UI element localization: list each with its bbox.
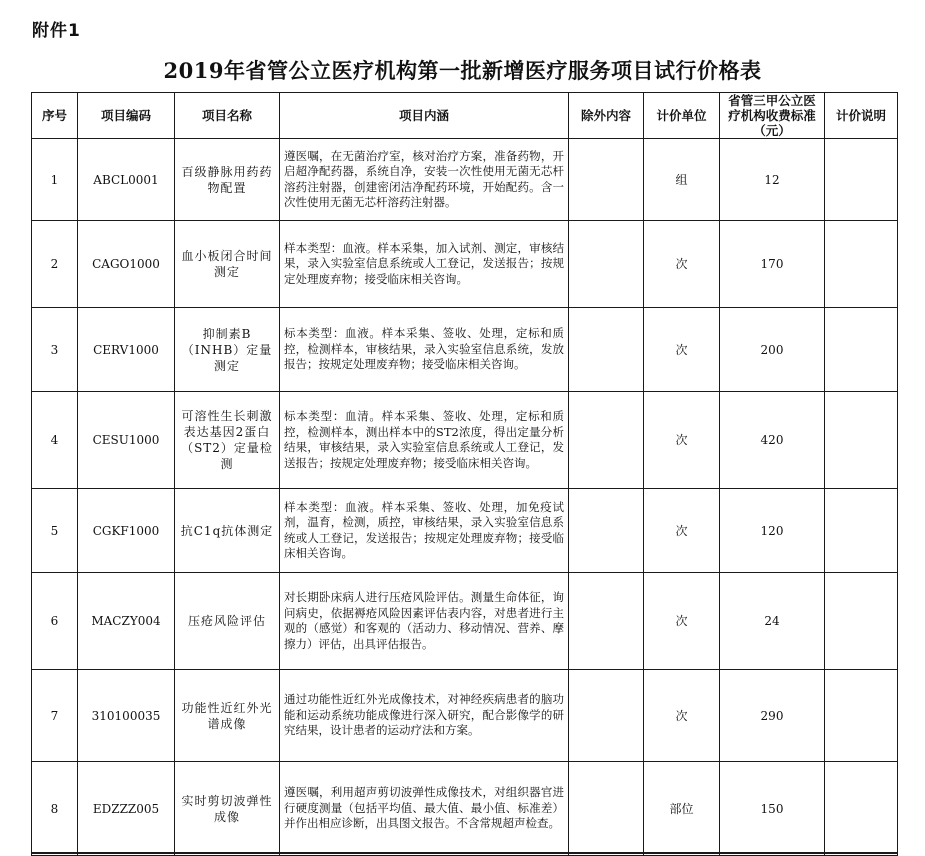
column-header-exclusions: 除外内容: [569, 93, 644, 139]
table-row: [32, 308, 898, 392]
cell-unit: 组: [644, 139, 720, 221]
cell-exclusions: [569, 308, 644, 392]
table-row: [32, 762, 898, 856]
cell-content: 标本类型：血清。样本采集、签收、处理，定标和质控，检测样本，测出样本中的ST2浓度，得出定量分析结果，审核结果，录入实验室信息系统或人工登记，发送报告；按规定处理废弃物；接受临床相关咨询。: [280, 392, 569, 489]
cell-unit: 次: [644, 670, 720, 762]
cell-code: CESU1000: [78, 392, 175, 489]
cell-price: 420: [720, 392, 825, 489]
page-title: 2019年省管公立医疗机构第一批新增医疗服务项目试行价格表: [163, 58, 762, 83]
cell-seq: 3: [32, 308, 78, 392]
cell-notes: [825, 221, 898, 308]
cell-seq: 1: [32, 139, 78, 221]
cell-name: 可溶性生长刺激表达基因2蛋白（ST2）定量检测: [175, 392, 280, 489]
column-header-name: 项目名称: [175, 93, 280, 139]
cell-unit: 部位: [644, 762, 720, 856]
cell-seq: 2: [32, 221, 78, 308]
table-row: [32, 221, 898, 308]
cell-content: 遵医嘱，利用超声剪切波弹性成像技术，对组织器官进行硬度测量（包括平均值、最大值、最小值、标准差）并作出相应诊断，出具图文报告。不含常规超声检查。: [280, 762, 569, 856]
column-header-unit: 计价单位: [644, 93, 720, 139]
cell-name: 实时剪切波弹性成像: [175, 762, 280, 856]
cell-content: 通过功能性近红外光成像技术，对神经疾病患者的脑功能和运动系统功能成像进行深入研究，配合影像学的研究结果，设计患者的运动疗法和方案。: [280, 670, 569, 762]
cell-price: 290: [720, 670, 825, 762]
cell-unit: 次: [644, 573, 720, 670]
cell-name: 功能性近红外光谱成像: [175, 670, 280, 762]
cell-price: 120: [720, 489, 825, 573]
table-row: [32, 573, 898, 670]
cell-unit: 次: [644, 308, 720, 392]
attachment-label: 附件1: [32, 21, 81, 41]
column-header-code: 项目编码: [78, 93, 175, 139]
cell-unit: 次: [644, 392, 720, 489]
cell-price: 150: [720, 762, 825, 856]
cell-seq: 4: [32, 392, 78, 489]
cell-price: 24: [720, 573, 825, 670]
cell-name: 抑制素B（INHB）定量测定: [175, 308, 280, 392]
cell-notes: [825, 308, 898, 392]
column-header-seq: 序号: [32, 93, 78, 139]
cell-notes: [825, 139, 898, 221]
cell-content: 样本类型：血液。样本采集、签收、处理，加免疫试剂，温育，检测，质控，审核结果，录入实验室信息系统或人工登记，发送报告；按规定处理废弃物；接受临床相关咨询。: [280, 489, 569, 573]
cell-content: 遵医嘱，在无菌治疗室，核对治疗方案，准备药物，开启超净配药器，系统自净，安装一次性使用无菌无芯杆溶药注射器，创建密闭洁净配药环境，开始配药。含一次性使用无菌无芯杆溶药注射器。: [280, 139, 569, 221]
column-header-notes: 计价说明: [825, 93, 898, 139]
cell-price: 170: [720, 221, 825, 308]
cell-exclusions: [569, 762, 644, 856]
table-row: [32, 139, 898, 221]
cell-unit: 次: [644, 489, 720, 573]
cell-content: 标本类型：血液。样本采集、签收、处理，定标和质控，检测样本，审核结果，录入实验室信息系统，发放报告；按规定处理废弃物；接受临床相关咨询。: [280, 308, 569, 392]
cell-seq: 6: [32, 573, 78, 670]
cell-code: 310100035: [78, 670, 175, 762]
price-table: [31, 92, 898, 856]
cell-seq: 5: [32, 489, 78, 573]
column-header-price: 省管三甲公立医疗机构收费标准（元）: [720, 93, 825, 139]
header-row: [32, 93, 898, 139]
table-row: [32, 392, 898, 489]
cell-exclusions: [569, 139, 644, 221]
cell-notes: [825, 670, 898, 762]
cell-price: 12: [720, 139, 825, 221]
cell-price: 200: [720, 308, 825, 392]
cell-content: 样本类型：血液。样本采集，加入试剂、测定，审核结果，录入实验室信息系统或人工登记，发送报告；按规定处理废弃物；接受临床相关咨询。: [280, 221, 569, 308]
cell-content: 对长期卧床病人进行压疮风险评估。测量生命体征，询问病史，依据褥疮风险因素评估表内容，对患者进行主观的（感觉）和客观的（活动力、移动情况、营养、摩擦力）评估，出具评估报告。: [280, 573, 569, 670]
cell-code: MACZY004: [78, 573, 175, 670]
table-row: [32, 670, 898, 762]
cell-notes: [825, 762, 898, 856]
cell-code: CAGO1000: [78, 221, 175, 308]
cell-exclusions: [569, 221, 644, 308]
cell-exclusions: [569, 573, 644, 670]
cell-code: CERV1000: [78, 308, 175, 392]
cell-notes: [825, 392, 898, 489]
cell-notes: [825, 489, 898, 573]
cell-code: CGKF1000: [78, 489, 175, 573]
cell-notes: [825, 573, 898, 670]
cell-name: 压疮风险评估: [175, 573, 280, 670]
cell-code: EDZZZ005: [78, 762, 175, 856]
cell-code: ABCL0001: [78, 139, 175, 221]
cell-name: 百级静脉用药药物配置: [175, 139, 280, 221]
cell-seq: 8: [32, 762, 78, 856]
cell-seq: 7: [32, 670, 78, 762]
cell-exclusions: [569, 670, 644, 762]
cell-name: 抗C1q抗体测定: [175, 489, 280, 573]
column-header-content: 项目内涵: [280, 93, 569, 139]
cell-name: 血小板闭合时间测定: [175, 221, 280, 308]
cell-exclusions: [569, 489, 644, 573]
table-row: [32, 489, 898, 573]
cell-exclusions: [569, 392, 644, 489]
cell-unit: 次: [644, 221, 720, 308]
